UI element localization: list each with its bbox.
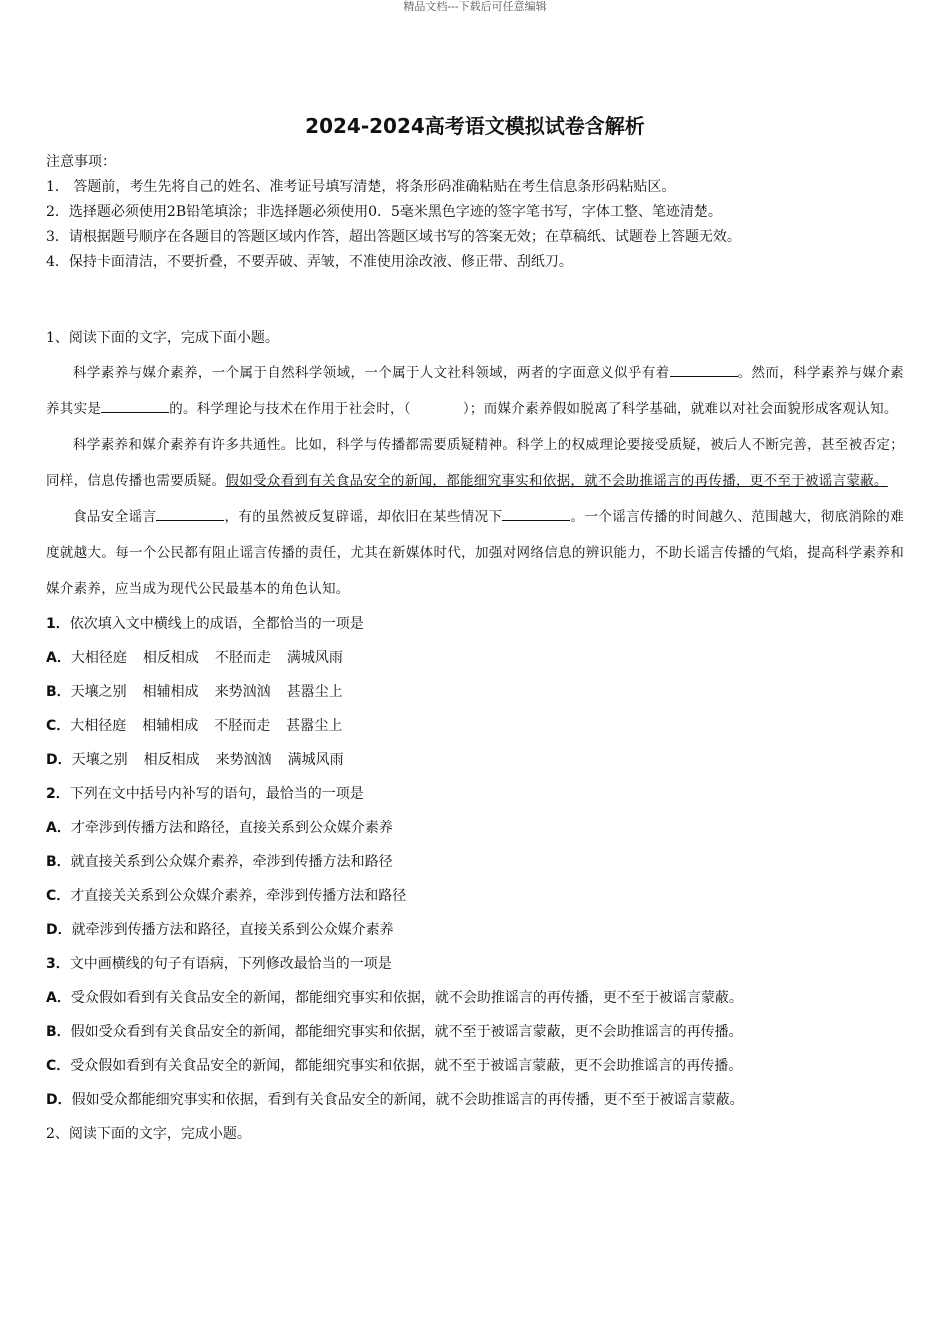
answer-blank <box>156 506 224 521</box>
question-1: 1．依次填入文中横线上的成语，全都恰当的一项是 <box>46 616 364 632</box>
option-a[interactable]: A．大相径庭 相反相成 不胫而走 满城风雨 <box>46 650 343 666</box>
option-b[interactable]: B．天壤之别 相辅相成 来势汹汹 甚嚣尘上 <box>46 684 343 700</box>
option-a[interactable]: A．受众假如看到有关食品安全的新闻，都能细究事实和依据，就不会助推谣言的再传播，更不至于被谣言蒙蔽。 <box>46 990 743 1006</box>
passage-paragraph-2: 科学素养和媒介素养有许多共通性。比如，科学与传播都需要质疑精神。科学上的权威理论要接受质疑，被后人不断完善，甚至被否定；同样，信息传播也需要质疑。假如受众看到有关食品安全的新闻，都能细究事实和依据，就不会助推谣言的再传播，更不至于被谣言蒙蔽。 <box>46 437 904 489</box>
passage-paragraph-3: 食品安全谣言 ，有的虽然被反复辟谣，却依旧在某些情况下 。一个谣言传播的时间越久、范围越大，彻底消除的难度就越大。每一个公民都有阻止谣言传播的责任，尤其在新媒体时代，加强对网络信息的辨识能力，不助长谣言传播的气焰，提高科学素养和媒介素养，应当成为现代公民最基本的角色认知。 <box>46 499 904 607</box>
notice-heading: 注意事项： <box>46 154 116 170</box>
section2-heading: 2、阅读下面的文字，完成小题。 <box>46 1126 251 1142</box>
passage-paragraph-1: 科学素养与媒介素养，一个属于自然科学领域，一个属于人文社科领域，两者的字面意义似乎有着 。然而，科学素养与媒介素养其实是 的。科学理论与技术在作用于社会时，（ ）；而媒介素养假如脱离了科学基础，就难以对社会面貌形成客观认知。 <box>46 355 904 427</box>
answer-blank <box>101 398 169 413</box>
answer-blank <box>670 362 738 377</box>
answer-blank <box>502 506 570 521</box>
option-c[interactable]: C．大相径庭 相辅相成 不胫而走 甚嚣尘上 <box>46 718 343 734</box>
question-2: 2．下列在文中括号内补写的语句，最恰当的一项是 <box>46 786 364 802</box>
option-b[interactable]: B．假如受众看到有关食品安全的新闻，都能细究事实和依据，就不至于被谣言蒙蔽，更不会助推谣言的再传播。 <box>46 1024 743 1040</box>
notice-item: 2．选择题必须使用2B铅笔填涂；非选择题必须使用0．5毫米黑色字迹的签字笔书写，字体工整、笔迹清楚。 <box>46 204 722 220</box>
section1-heading: 1、阅读下面的文字，完成下面小题。 <box>46 330 279 346</box>
option-d[interactable]: D．假如受众都能细究事实和依据，看到有关食品安全的新闻，就不会助推谣言的再传播，更不至于被谣言蒙蔽。 <box>46 1092 744 1108</box>
question-3: 3．文中画横线的句子有语病，下列修改最恰当的一项是 <box>46 956 392 972</box>
document-body <box>46 150 904 1151</box>
option-a[interactable]: A．才牵涉到传播方法和路径，直接关系到公众媒介素养 <box>46 820 393 836</box>
option-c[interactable]: C．受众假如看到有关食品安全的新闻，都能细究事实和依据，就不至于被谣言蒙蔽，更不会助推谣言的再传播。 <box>46 1058 743 1074</box>
underlined-sentence: 假如受众看到有关食品安全的新闻，都能细究事实和依据，就不会助推谣言的再传播，更不至于被谣言蒙蔽。 <box>225 473 888 489</box>
notice-item: 4．保持卡面清洁，不要折叠，不要弄破、弄皱，不准使用涂改液、修正带、刮纸刀。 <box>46 254 573 270</box>
notice-item: 1． 答题前，考生先将自己的姓名、准考证号填写清楚，将条形码准确粘贴在考生信息条形码粘贴区。 <box>46 179 676 195</box>
option-d[interactable]: D．就牵涉到传播方法和路径，直接关系到公众媒介素养 <box>46 922 394 938</box>
option-b[interactable]: B．就直接关系到公众媒介素养，牵涉到传播方法和路径 <box>46 854 393 870</box>
page-header-note: 精品文档---下载后可任意编辑 <box>403 0 547 13</box>
option-c[interactable]: C．才直接关关系到公众媒介素养，牵涉到传播方法和路径 <box>46 888 407 904</box>
option-d[interactable]: D．天壤之别 相反相成 来势汹汹 满城风雨 <box>46 752 344 768</box>
notice-item: 3．请根据题号顺序在各题目的答题区域内作答，超出答题区域书写的答案无效；在草稿纸、试题卷上答题无效。 <box>46 229 741 245</box>
document-title: 2024-2024高考语文模拟试卷含解析 <box>305 114 645 138</box>
